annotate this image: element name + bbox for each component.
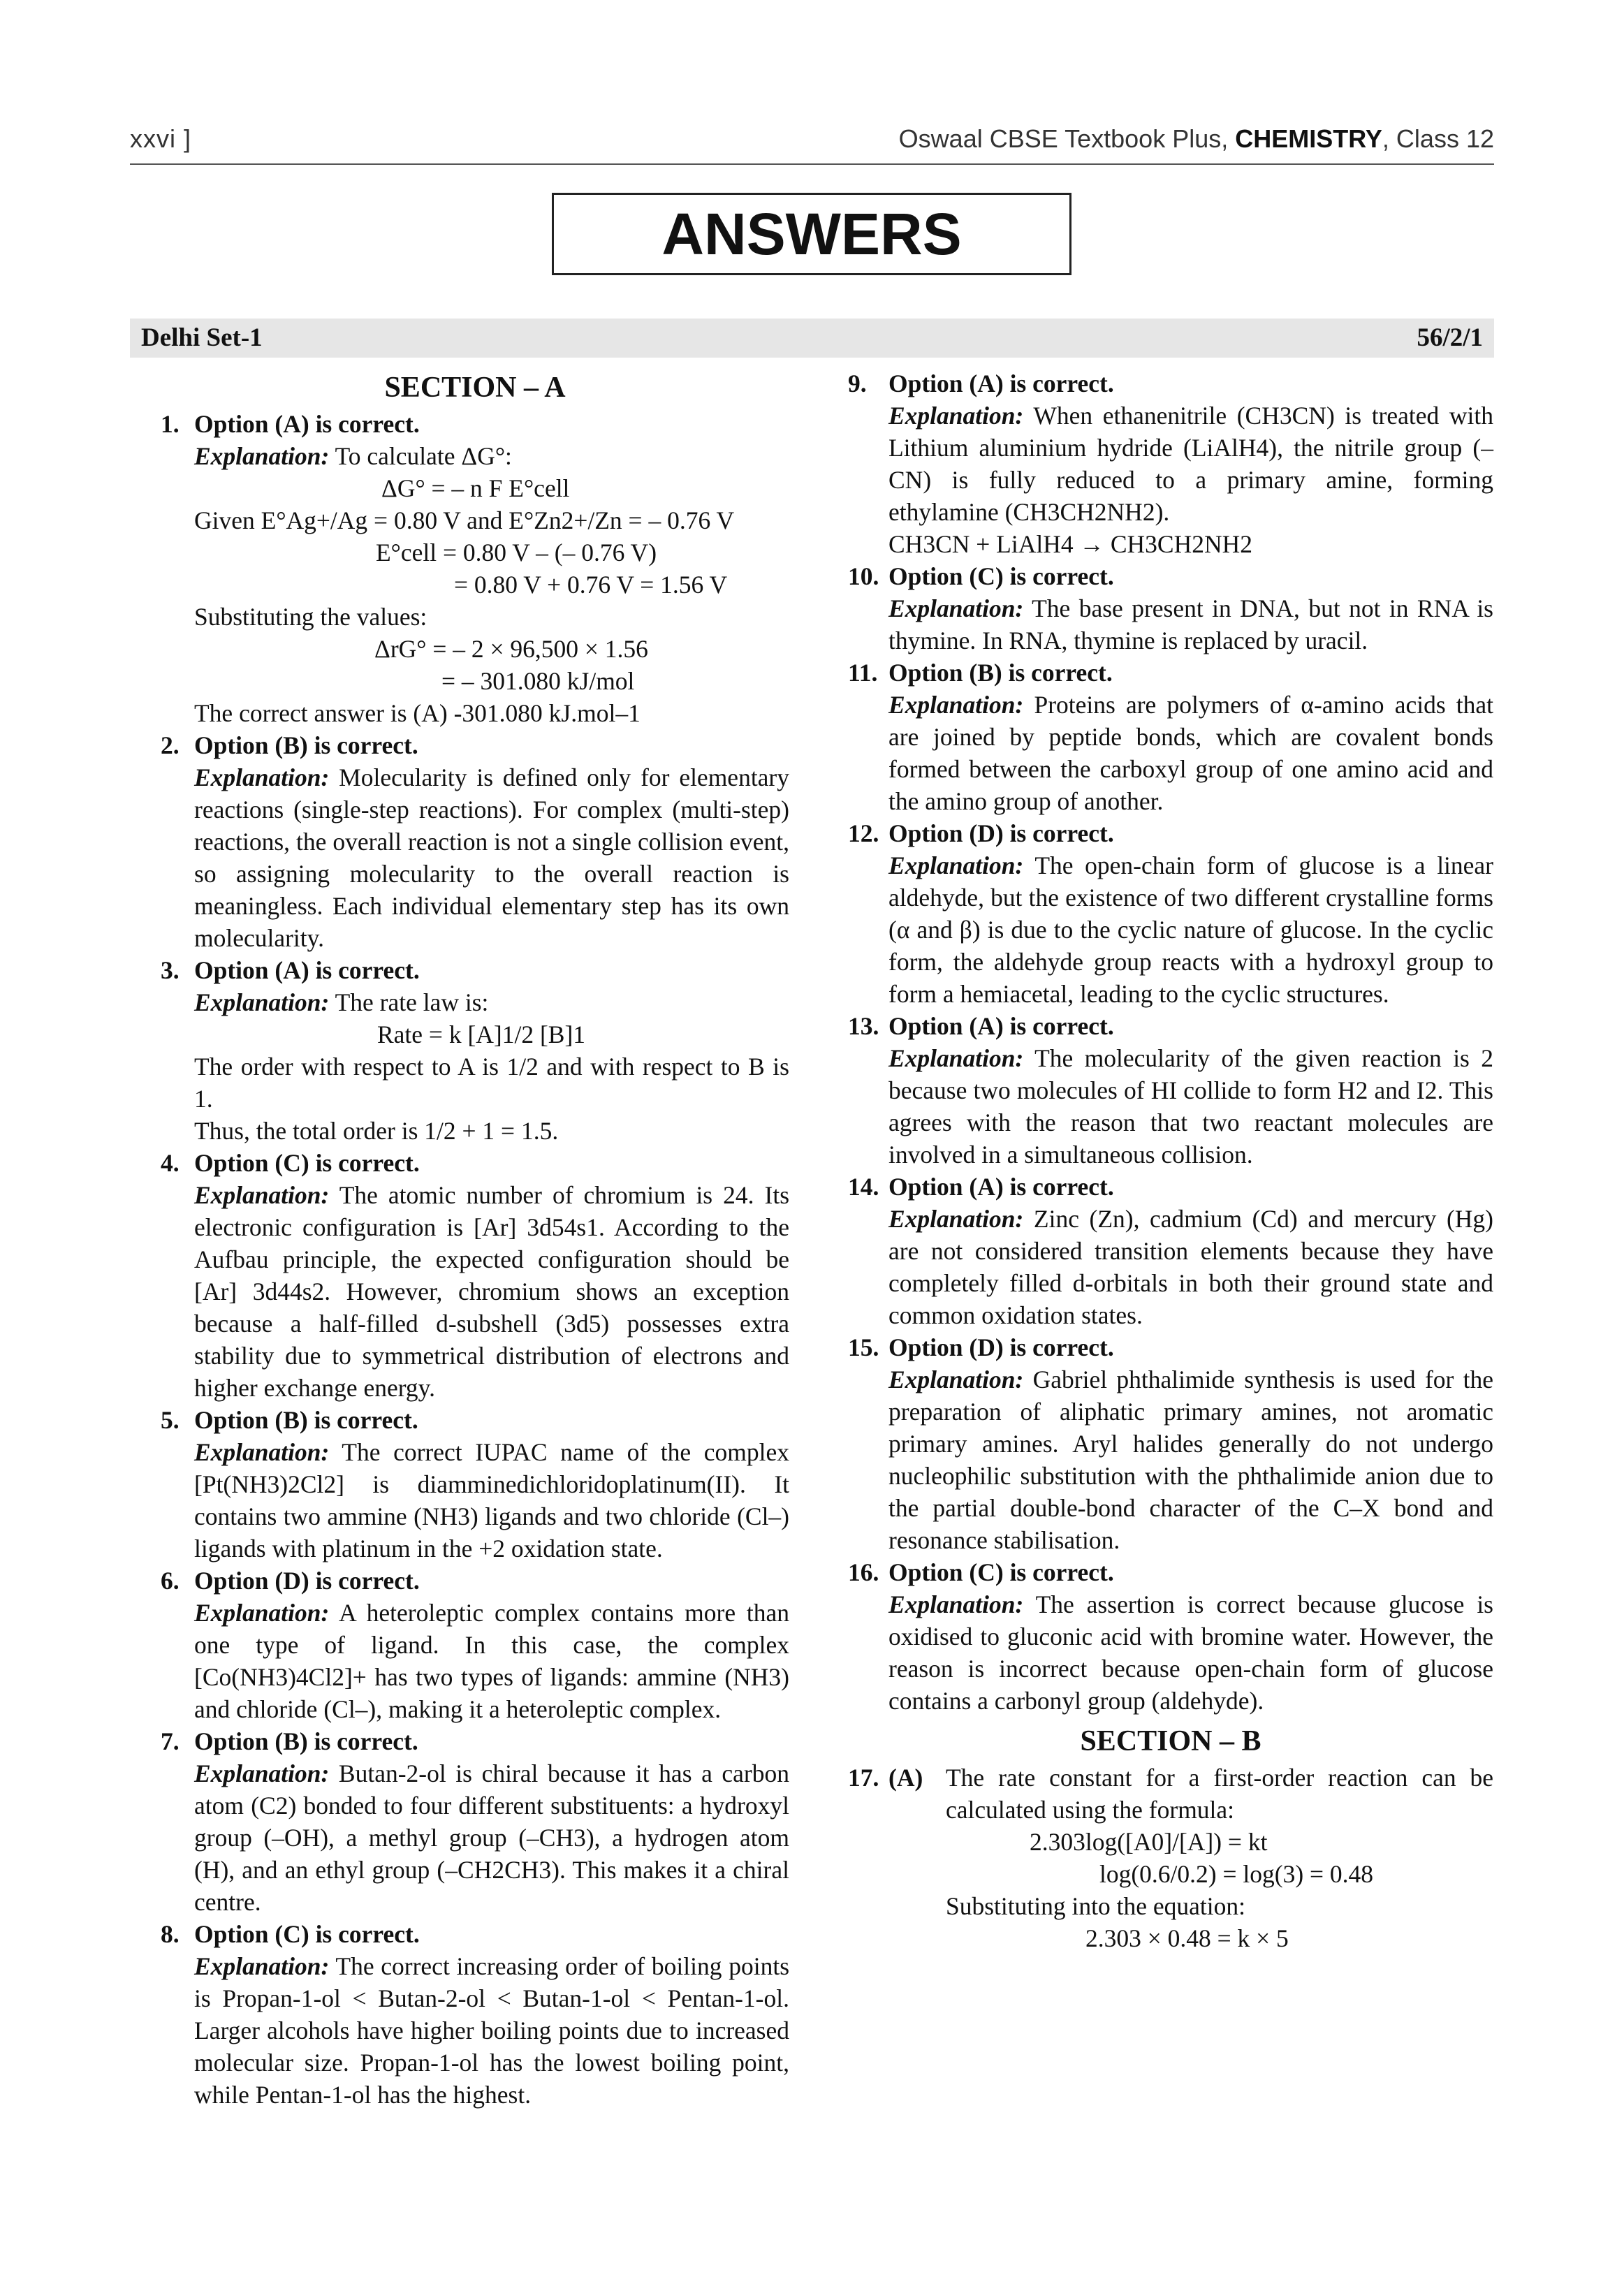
answer-15: 15. Option (D) is correct. Explanation: Gabriel phthalimide synthesis is used for the preparation of aliphatic primary amines, not aromatic primary amines. Aryl halides generally do not undergo nucleophilic substitution with the phthalimide anion due to the partial double-bond character of the C–X bond and resonance stabilisation. [848, 1333, 1494, 1554]
answer-12: 12. Option (D) is correct. Explanation: The open-chain form of glucose is a linear aldehyde, but the existence of two different crystalline forms (α and β) is due to the cyclic nature of glucose. In the cyclic form, the aldehyde group reacts with a hydroxyl group to form a hemiacetal, leading to the cyclic structures. [848, 819, 1494, 1008]
page-number: xxvi ] [130, 124, 192, 153]
answer-17: 17. (A) The rate constant for a first-order reaction can be calculated using the formula: 2.303log([A0]/[A]) = kt log(0.6/0.2) = log(3) = 0.48 Substituting into the equation: 2.303 × 0.48 = k × 5 [848, 1764, 1493, 1952]
answer-14: 14. Option (A) is correct. Explanation: Zinc (Zn), cadmium (Cd) and mercury (Hg) are not considered transition elements because they have completely filled d-orbitals in both their ground state and common oxidation states. [848, 1173, 1493, 1329]
answer-4: 4. Option (C) is correct. Explanation: The atomic number of chromium is 24. Its electronic configuration is [Ar] 3d54s1. According to the Aufbau principle, the expected configuration should be [Ar] 3d44s2. However, chromium shows an exception because a half-filled d-subshell (3d5) possesses extra stability due to symmetrical distribution of electrons and higher exchange energy. [161, 1149, 790, 1402]
answer-5: 5. Option (B) is correct. Explanation: The correct IUPAC name of the complex [Pt(NH3)2Cl2] is diamminedichloridoplatinum(II). It contains two ammine (NH3) ligands and two chloride (Cl–) ligands with platinum in the +2 oxidation state. [161, 1406, 789, 1562]
section-b-heading: SECTION – B [1080, 1725, 1261, 1757]
header-rule [130, 163, 1494, 165]
answer-option: Option (A) is correct. [194, 410, 420, 438]
answer-1: 1. Option (A) is correct. Explanation: To calculate ΔG°: ΔG° = – n F E°cell Given E°Ag+/Ag = 0.80 V and E°Zn2+/Zn = – 0.76 V E°cell = 0.80 V – (– 0.76 V) = 0.80 V + 0.76 V = 1.56 V Substituting the values: ΔrG° = – 2 × 96,500 × 1.56 = – 301.080 kJ/mol The correct answer is (A) -301.080 kJ.mol–1 [161, 408, 789, 729]
answer-9: 9. Option (A) is correct. Explanation: When ethanenitrile (CH3CN) is treated with Lithium aluminium hydride (LiAlH4), the nitrile group (–CN) is fully reduced to a primary amine, forming ethylamine (CH3CH2NH2). CH3CN + LiAlH4 → CH3CH2NH2 [848, 369, 1493, 558]
set-bar [130, 319, 1494, 358]
right-column [848, 367, 1493, 1954]
answer-11: 11. Option (B) is correct. Explanation: Proteins are polymers of α-amino acids that are joined by peptide bonds, which are covalent bonds formed between the carboxyl group of one amino acid and the amino group of another. [848, 659, 1494, 815]
section-a-heading: SECTION – A [384, 372, 566, 404]
answer-7: 7. Option (B) is correct. Explanation: Butan-2-ol is chiral because it has a carbon atom (C2) bonded to four different substituents: a hydroxyl group (–OH), a methyl group (–CH3), a hydrogen atom (H), and an ethyl group (–CH2CH3). This makes it a chiral centre. [161, 1727, 790, 1916]
answer-3: 3. Option (A) is correct. Explanation: The rate law is: Rate = k [A]1/2 [B]1 The order with respect to A is 1/2 and with respect to B is 1. Thus, the total order is 1/2 + 1 = 1.5. [161, 956, 789, 1145]
page-header [130, 124, 1494, 166]
answer-10: 10. Option (C) is correct. Explanation: The base present in DNA, but not in RNA is thymine. In RNA, thymine is replaced by uracil. [848, 562, 1494, 654]
book-title: Oswaal CBSE Textbook Plus, CHEMISTRY, Class 12 [898, 124, 1494, 153]
answer-2: 2. Option (B) is correct. Explanation: Molecularity is defined only for elementary reactions (single-step reactions). For complex (multi-step) reactions, the overall reaction is not a single collision event, so assigning molecularity to the overall reaction is meaningless. Each individual elementary step has its own molecularity. [161, 731, 790, 952]
page-title: ANSWERS [552, 193, 1071, 275]
answer-13: 13. Option (A) is correct. Explanation: The molecularity of the given reaction is 2 because two molecules of HI collide to form H2 and I2. This agrees with the reason that two reactant molecules are involved in a simultaneous collision. [848, 1012, 1494, 1169]
answer-16: 16. Option (C) is correct. Explanation: The assertion is correct because glucose is oxidised to gluconic acid with bromine water. However, the reason is incorrect because open-chain form of glucose contains a carbonyl group (aldehyde). [848, 1558, 1493, 1715]
answer-6: 6. Option (D) is correct. Explanation: A heteroleptic complex contains more than one type of ligand. In this case, the complex [Co(NH3)4Cl2]+ has two types of ligands: ammine (NH3) and chloride (Cl–), making it a heteroleptic complex. [161, 1567, 789, 1723]
left-column [161, 367, 789, 2111]
set-code: 56/2/1 [1417, 323, 1483, 352]
set-name: Delhi Set-1 [141, 323, 263, 352]
answer-8: 8. Option (C) is correct. Explanation: The correct increasing order of boiling points is Propan-1-ol < Butan-2-ol < Butan-1-ol < Pentan-1-ol. Larger alcohols have higher boiling points due to increased molecular size. Propan-1-ol has the lowest boiling point, while Pentan-1-ol has the highest. [161, 1920, 790, 2109]
